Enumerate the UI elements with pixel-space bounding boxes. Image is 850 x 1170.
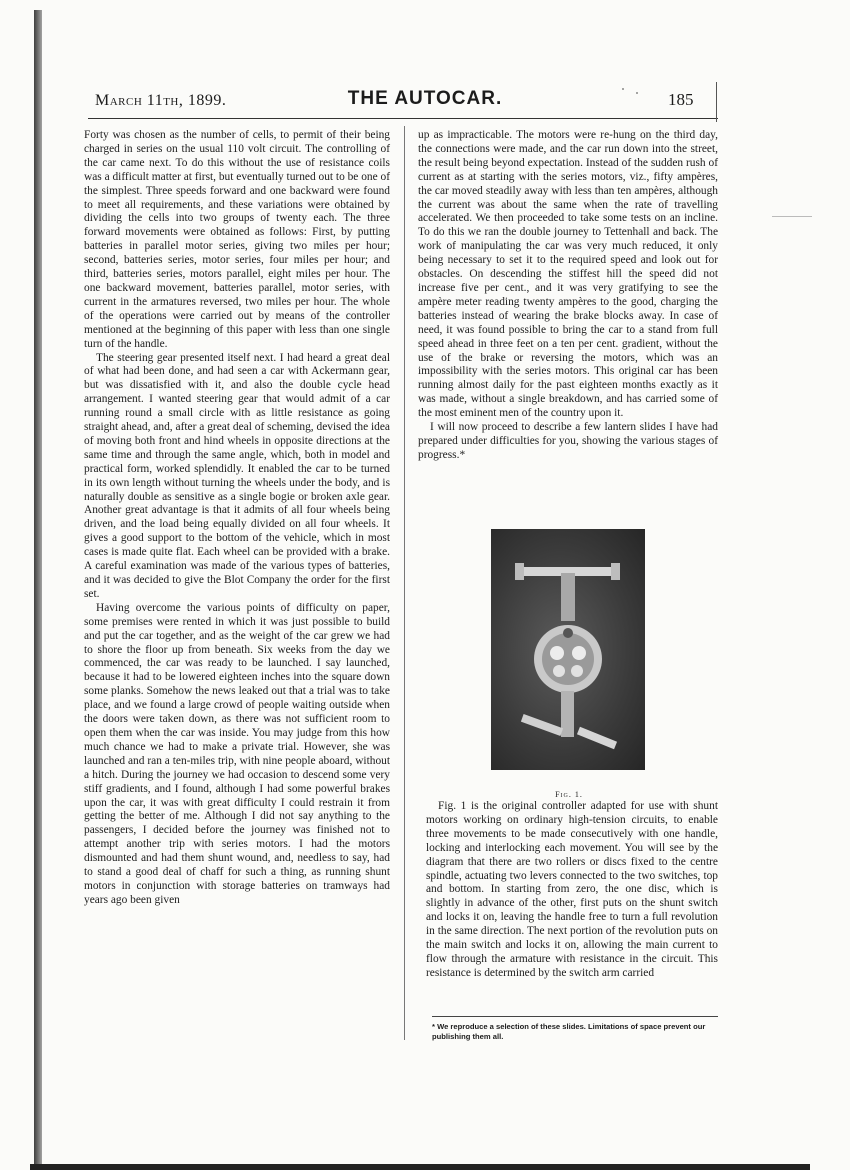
page-number: 185 [668, 90, 694, 109]
paragraph: The steering gear presented itself next. I had heard a great deal of what had been done, and had seen a car with Ackermann gear, but was dissatisfied with it, and also the double cycle head arrangement. I wanted steering gear that would admit of a car running round a small circle with as little resistance as going straight ahead, and, after a great deal of scheming, devised the idea of moving both front and hind wheels in opposite directions at the same time and through the same angle, which, both in model and practical form, worked splendidly. It enabled the car to be turned in its own length without turning the wheels under the body, and is naturally double as sensitive as a single bogie or broken axle gear. Another great advantage is that it admits of all four wheels being driven, and the load being equally divided on all four wheels. It gives a good support to the bottom of the vehicle, which in most cases is made quite flat. Each wheel can be provided with a brake. A careful examination was made of the various types of batteries, and it was decided to give the Blot Company the order for the first set. [84, 351, 390, 600]
upper-link [561, 573, 575, 621]
binding-shadow [34, 10, 42, 1170]
paragraph: Having overcome the various points of difficulty on paper, some premises were rented in which it was just possible to build and put the car together, and as the weight of the car grew we had to shore the floor up from beneath. Six weeks from the day we commenced, the car was ready to be launched. I say launched, because it had to be lowered eighteen inches into the square down some planks. Somehow the news leaked out that a trial was to take place, and we found a large crowd of people waiting outside when the doors were taken down, as there was not sufficient room to open them when the car was inside. You may judge from this how much chance we had to make a private trial. However, she was launched and ran a ten-miles trip, with nine people aboard, without a hitch. During the journey we had occasion to descend some very stiff gradients, and I found, although I had some powerful brakes upon the car, it was with great difficulty I could restrain it from getting the better of me. Although I did not say anything to the passengers, I decided before the journey was finished not to attempt another trip with series motors. I had the motors dismounted and had them shunt wound, and, needless to say, had to stand a good deal of chaff for such a thing, as running shunt motors in conjunction with storage batteries on tramways had years ago been given [84, 601, 390, 906]
column-divider [404, 126, 405, 1040]
bottom-lever-right [577, 727, 617, 749]
figure-caption: Fig. 1. [555, 790, 583, 799]
scan-mark [772, 216, 812, 217]
contact-roller [550, 646, 564, 660]
issue-date: March 11th, 1899. [95, 92, 227, 109]
controller-photo-illustration [491, 529, 645, 770]
contact-roller [572, 646, 586, 660]
top-lever-end-right [611, 563, 620, 580]
paragraph: Forty was chosen as the number of cells, to permit of their being charged in series on the usual 110 volt circuit. The controlling of the car came next. To do this without the use of resistance coils was a difficult matter at first, but eventually turned out to be one of the simplest. Three speeds forward and one backward were found to meet all requirements, and these variations were obtained by dividing the cells into two groups of twenty each. The three forward movements were obtained as follows: First, by putting batteries in parallel motor series, giving two miles per hour; second, batteries series, motor series, four miles per hour; and third, batteries series, motors parallel, eight miles per hour. The one backward movement, batteries parallel, motor series, with current in the armatures reversed, two miles per hour. The whole of the operations were carried out by means of the controller mentioned at the beginning of this paper with less than one single turn of the handle. [84, 129, 390, 350]
footnote: * We reproduce a selection of these slides. Limitations of space prevent our publishing them all. [432, 1022, 706, 1041]
controller-photo [491, 529, 645, 770]
contact-roller [553, 665, 565, 677]
right-column-bottom [426, 800, 718, 981]
scan-speck [636, 92, 638, 94]
bottom-lever-left [521, 714, 563, 736]
controller-disc-inner [542, 633, 594, 685]
spindle-boss [563, 628, 573, 638]
publication-title: THE AUTOCAR. [347, 88, 503, 109]
footnote-rule [432, 1016, 718, 1017]
header-rule [88, 118, 718, 119]
paragraph: up as impracticable. The motors were re-hung on the third day, the connections were made, and the car run down into the street, the result being beyond expectation. Instead of the sudden rush of current as at starting with the series motors, viz., fifty ampères, the car moved steadily away with less than ten ampères, although the current was about the same when the rate of travelling accelerated. We then proceeded to take some tests on an incline. To do this we ran the double journey to Tettenhall and back. The work of manipulating the car was very much reduced, it only being necessary to set it to the required speed and look out for obstacles. On descending the stiffest hill the speed did not increase five per cent., and it was very gratifying to see the ampère meter reading twenty ampères to the good, charging the batteries instead of wearing the brake blocks away. In case of need, it was found possible to bring the car to a stand from full speed ahead in three feet on a ten per cent. gradient, without the use of the brake or reversing the motors, which was an impossibility with the series motors. This original car has been running almost daily for the past eighteen months exactly as it was made, without a single breakdown, and has carried some of the most eminent men of the country upon it. [418, 129, 718, 420]
margin-mark [716, 82, 717, 122]
lower-link [561, 691, 574, 737]
scan-speck [622, 88, 624, 90]
right-column-top [418, 129, 718, 463]
top-lever-end-left [515, 563, 524, 580]
paragraph: I will now proceed to describe a few lantern slides I have had prepared under difficulties for you, showing the various stages of progress.* [418, 421, 718, 461]
page-bottom-edge [30, 1164, 810, 1170]
paragraph: Fig. 1 is the original controller adapted for use with shunt motors working on ordinary high-tension circuits, to enable three movements to be made consecutively with one handle, locking and interlocking each movement. You will see by the diagram that there are two rollers or discs fixed to the centre spindle, actuating two levers connected to the two switches, top and bottom. In starting from zero, the one disc, which is slightly in advance of the other, first puts on the shunt switch and locks it on, leaving the handle free to turn a full revolution in the same direction. The next portion of the revolution puts on the main switch and locks it on, allowing the main current to flow through the armature with resistance in the circuit. This resistance is determined by the switch arm carried [426, 800, 718, 979]
contact-roller [571, 665, 583, 677]
